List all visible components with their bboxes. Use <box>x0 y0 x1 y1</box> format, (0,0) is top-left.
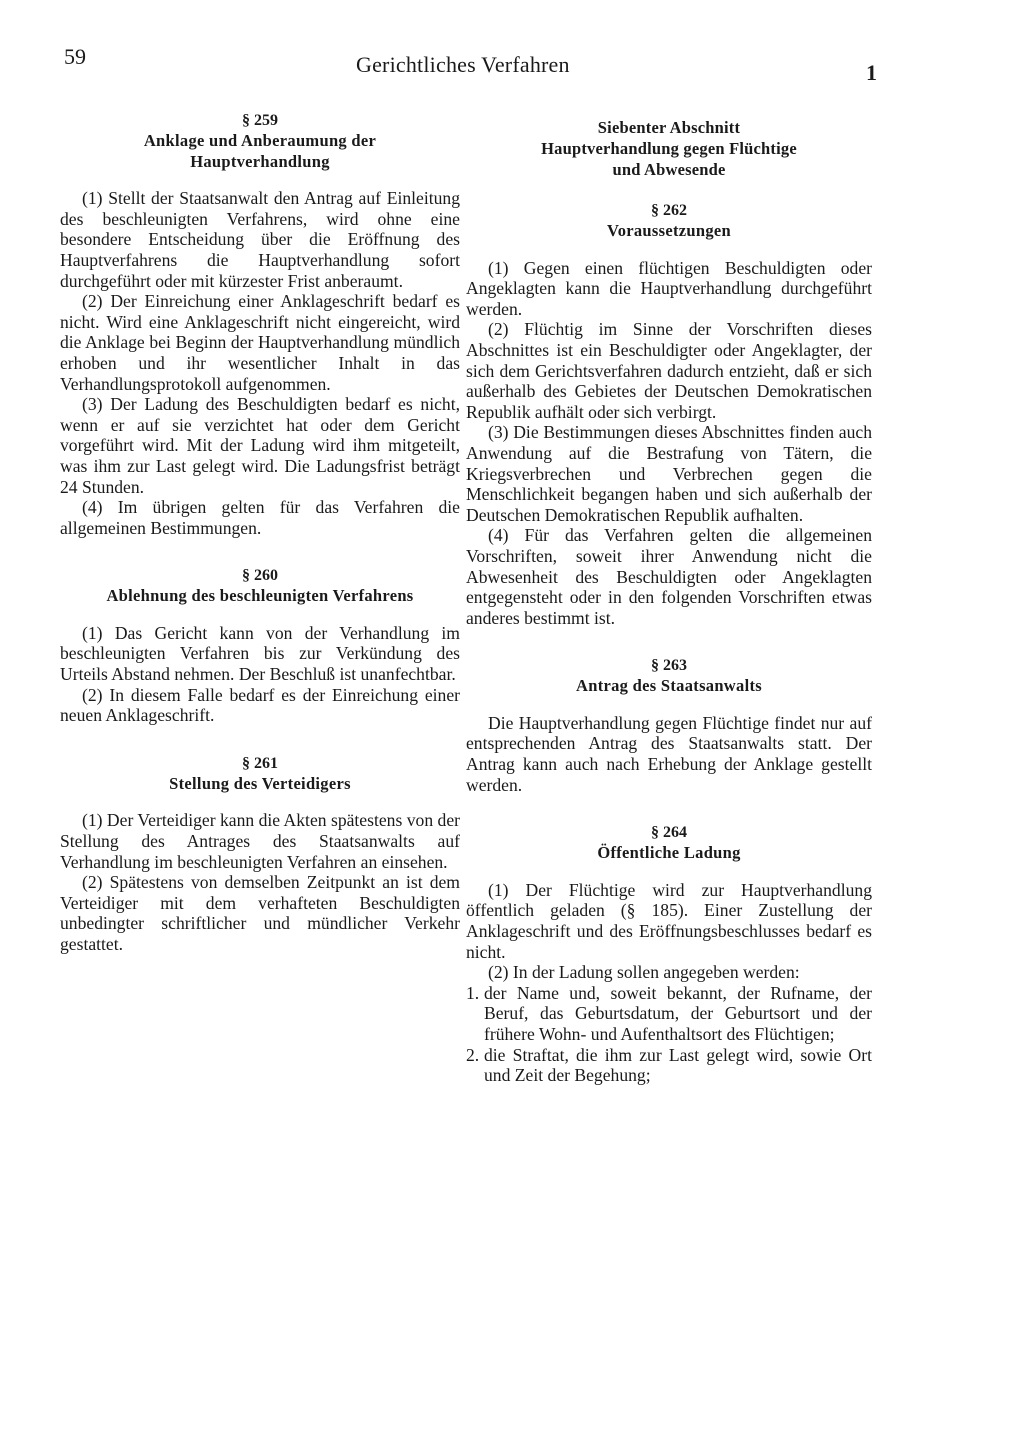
left-column <box>60 111 460 955</box>
list-item <box>466 983 872 1045</box>
section-title: Stellung des Verteidigers <box>169 773 351 793</box>
paragraph: (1) Der Verteidiger kann die Akten spätestens von der Stellung des Antrages des Staatsanwalts auf Verhandlung im beschleunigten Verfahren an einsehen. <box>60 810 460 872</box>
running-title: Gerichtliches Verfahren <box>356 52 570 77</box>
section-number: § 261 <box>242 754 278 772</box>
section-number: § 259 <box>242 112 278 129</box>
paragraph: (1) Das Gericht kann von der Verhandlung im beschleunigten Verfahren bis zur Verkündung des Urteils Abstand nehmen. Der Beschluß ist unanfechtbar. <box>60 622 460 685</box>
part-heading-line: Hauptverhandlung gegen Flüchtige <box>541 139 797 158</box>
paragraph: (1) Stellt der Staatsanwalt den Antrag auf Einleitung des beschleunigten Verfahrens, wird ohne eine besondere Entscheidung über die Eröffnung des Hauptverfahrens die Hauptverhandlung sofort durchgeführt oder mit kürzester Frist anberaumt. <box>60 188 460 291</box>
paragraph: (4) Für das Verfahren gelten die allgemeinen Vorschriften, soweit ihrer Anwendung nicht die Abwesenheit des Beschuldigten oder Angeklagten entgegensteht oder in den folgenden Vorschriften etwas anderes bestimmt ist. <box>466 525 872 628</box>
section-title-line: Anklage und Anberaumung der <box>143 131 377 150</box>
paragraph: (2) Flüchtig im Sinne der Vorschriften dieses Abschnittes ist ein Beschuldigter oder Angeklagter, der sich dem Gerichtsverfahren dadurch entzieht, daß er sich außerhalb des Gebietes der Deutschen Demokratischen Republik aufhält oder sich verbirgt. <box>466 319 872 422</box>
spacer <box>466 795 872 823</box>
part-heading-line: Siebenter Abschnitt <box>597 118 741 137</box>
section-title: Antrag des Staatsanwalts <box>576 676 762 696</box>
part-heading <box>466 117 872 180</box>
section-title-line: Hauptverhandlung <box>190 151 330 171</box>
section-title: Öffentliche Ladung <box>597 843 741 863</box>
section-number: § 260 <box>242 567 278 585</box>
list-marker: 2. <box>466 1044 480 1065</box>
section-number: § 262 <box>651 202 687 219</box>
paragraph: (2) In der Ladung sollen angegeben werden: <box>488 962 800 983</box>
paragraph: (3) Die Bestimmungen dieses Abschnittes finden auch Anwendung auf die Bestrafung von Tätern, die Kriegsverbrechen und Verbrechen gegen die Menschlichkeit begangen haben und sich außerhalb der Deutschen Demokratischen Republik aufhalten. <box>466 422 872 525</box>
paragraph: (1) Der Flüchtige wird zur Hauptverhandlung öffentlich geladen (§ 185). Einer Zustellung der Anklageschrift und des Eröffnungsbeschlusses bedarf es nicht. <box>466 879 872 962</box>
section-title <box>60 131 460 172</box>
section-263 <box>466 656 872 795</box>
list-text: der Name und, soweit bekannt, der Rufname, der Beruf, das Geburtsdatum, der Geburtsort und der frühere Wohn- und Aufenthaltsort des Flüchtigen; <box>484 982 872 1044</box>
right-column <box>466 117 872 1086</box>
paragraph: Die Hauptverhandlung gegen Flüchtige findet nur auf entsprechenden Antrag des Staatsanwalts statt. Der Antrag kann auch nach Erhebung der Anklage gestellt werden. <box>466 712 872 795</box>
section-262 <box>466 201 872 628</box>
paragraph: (2) Spätestens von demselben Zeitpunkt an ist dem Verteidiger mit dem verhafteten Beschuldigten unbedingter schriftlicher und mündlicher Verkehr gestattet. <box>60 872 460 954</box>
section-259 <box>60 111 460 538</box>
chapter-number: 1 <box>866 60 877 85</box>
section-title: Voraussetzungen <box>607 221 731 240</box>
section-264 <box>466 823 872 1086</box>
spacer <box>60 538 460 566</box>
paragraph: (1) Gegen einen flüchtigen Beschuldigten oder Angeklagten kann die Hauptverhandlung durchgeführt werden. <box>466 257 872 319</box>
enumeration-list <box>466 983 872 1086</box>
part-heading-line: und Abwesende <box>612 160 726 179</box>
spacer <box>60 726 460 754</box>
page-number: 59 <box>64 44 86 69</box>
section-title: Ablehnung des beschleunigten Verfahrens <box>106 586 414 606</box>
list-item <box>466 1045 872 1086</box>
spacer <box>466 628 872 656</box>
section-261 <box>60 754 460 955</box>
list-marker: 1. <box>466 982 480 1003</box>
paragraph: (3) Der Ladung des Beschuldigten bedarf es nicht, wenn er auf sie verzichtet hat oder dem Gericht vorgeführt wird. Mit der Ladung wird ihm mitgeteilt, was ihm zur Last gelegt wird. Die Ladungsfrist beträgt 24 Stunden. <box>60 394 460 497</box>
section-number: § 264 <box>651 824 687 842</box>
section-number: § 263 <box>651 657 687 675</box>
paragraph: (4) Im übrigen gelten für das Verfahren die allgemeinen Bestimmungen. <box>60 497 460 538</box>
list-text: die Straftat, die ihm zur Last gelegt wird, sowie Ort und Zeit der Begehung; <box>484 1044 872 1086</box>
paragraph: (2) In diesem Falle bedarf es der Einreichung einer neuen Anklageschrift. <box>60 684 460 726</box>
section-260 <box>60 566 460 726</box>
paragraph: (2) Der Einreichung einer Anklageschrift bedarf es nicht. Wird eine Anklageschrift nicht eingereicht, wird die Anklage bei Beginn der Hauptverhandlung mündlich erhoben und ihr wesentlicher Inhalt in das Verhandlungsprotokoll aufgenommen. <box>60 291 460 394</box>
